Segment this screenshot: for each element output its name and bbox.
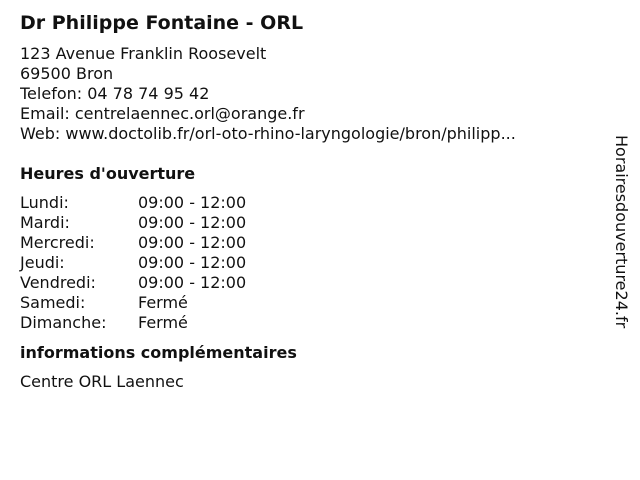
info-text: Centre ORL Laennec: [20, 372, 184, 391]
hours-row: [20, 273, 246, 293]
hours-time: 09:00 - 12:00: [138, 253, 247, 272]
hours-day: Lundi:: [20, 193, 69, 212]
address-city: 69500 Bron: [20, 64, 114, 83]
hours-day: Mercredi:: [20, 233, 95, 252]
info-heading: informations complémentaires: [20, 343, 297, 362]
site-watermark: Horairesdouverture24.fr: [612, 135, 631, 329]
web-line: Web: www.doctolib.fr/orl-oto-rhino-laryngologie/bron/philipp...: [20, 124, 516, 143]
hours-row: [20, 253, 246, 273]
hours-time: 09:00 - 12:00: [138, 233, 247, 252]
phone-line: Telefon: 04 78 74 95 42: [20, 84, 210, 103]
page-title: Dr Philippe Fontaine - ORL: [20, 12, 304, 34]
hours-time: 09:00 - 12:00: [138, 273, 247, 292]
email-line: Email: centrelaennec.orl@orange.fr: [20, 104, 305, 123]
hours-time: 09:00 - 12:00: [138, 193, 247, 212]
hours-table: [20, 193, 246, 333]
hours-row: [20, 233, 246, 253]
business-card: [20, 10, 600, 392]
hours-time: Fermé: [138, 313, 188, 332]
hours-day: Dimanche:: [20, 313, 107, 332]
hours-heading: Heures d'ouverture: [20, 164, 196, 183]
hours-day: Jeudi:: [20, 253, 65, 272]
hours-day: Samedi:: [20, 293, 86, 312]
hours-day: Mardi:: [20, 213, 70, 232]
hours-row: [20, 313, 246, 333]
hours-row: [20, 213, 246, 233]
hours-row: [20, 193, 246, 213]
hours-row: [20, 293, 246, 313]
hours-time: Fermé: [138, 293, 188, 312]
hours-time: 09:00 - 12:00: [138, 213, 247, 232]
hours-day: Vendredi:: [20, 273, 96, 292]
address-street: 123 Avenue Franklin Roosevelt: [20, 44, 267, 63]
